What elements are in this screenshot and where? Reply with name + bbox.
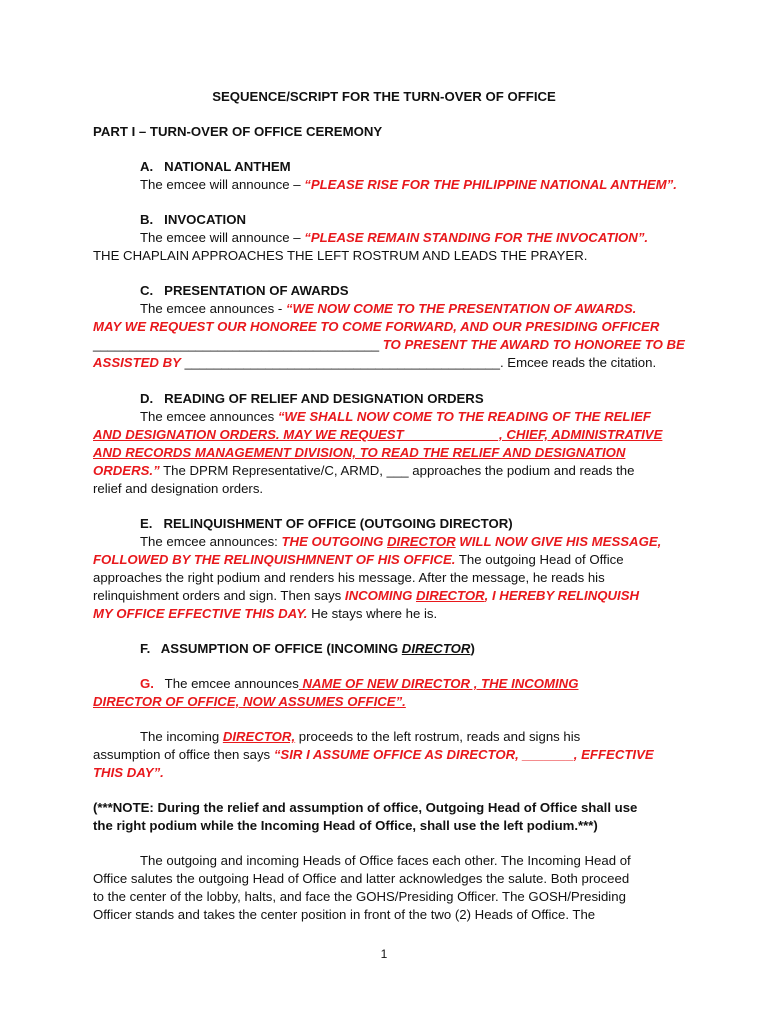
section-d-line4 [93,462,768,480]
section-e-line1 [140,533,768,551]
red-text: INCOMING [344,588,416,603]
red-text: “SIR I ASSUME OFFICE AS DIRECTOR, _______, EFFECTIVE [273,747,654,762]
underlined-text: DIRECTOR [401,641,471,656]
section-b-heading: B. INVOCATION [140,212,246,227]
red-underlined-text: DIRECTOR [416,588,485,603]
section-g-line4 [93,746,768,764]
red-text: MY OFFICE EFFECTIVE THIS DAY. [93,606,308,621]
closing-line3: to the center of the lobby, halts, and face the GOHS/Presiding Officer. The GOSH/Presiding [93,889,626,904]
text: The emcee will announce – [140,177,305,192]
text: The incoming [140,729,223,744]
section-d-line2: AND DESIGNATION ORDERS. MAY WE REQUEST_____________, CHIEF, ADMINISTRATIVE [93,427,663,442]
red-underlined-text: NAME OF NEW DIRECTOR , THE INCOMING [298,676,579,691]
section-e-line4 [93,587,768,605]
section-f-heading [140,640,768,658]
text: The outgoing Head of Office [455,552,624,567]
section-c-line3 [93,336,768,354]
red-text: ASSISTED BY [93,355,181,370]
text: . Emcee reads the citation. [499,355,657,370]
text: The emcee announces - [140,301,286,316]
red-text: FOLLOWED BY THE RELINQUISHMNENT OF HIS OFFICE. [93,552,456,567]
text: assumption of office then says [93,747,274,762]
section-d-line5: relief and designation orders. [93,481,264,496]
closing-line4: Officer stands and takes the center position in front of the two (2) Heads of Office. The [93,907,596,922]
section-g-line1 [140,675,768,693]
blank-line: ___________________________________________ [180,355,500,370]
text: The emcee announces [153,676,299,691]
text: He stays where he is. [307,606,438,621]
section-a-line1 [140,176,768,194]
section-b-line2: THE CHAPLAIN APPROACHES THE LEFT ROSTRUM AND LEADS THE PRAYER. [93,248,588,263]
part-heading: PART I – TURN-OVER OF OFFICE CEREMONY [93,124,383,139]
section-g-line3 [140,728,768,746]
section-d-line1 [140,408,768,426]
section-c-line1 [140,300,768,318]
section-d-line3: AND RECORDS MANAGEMENT DIVISION, TO READ THE RELIEF AND DESIGNATION [93,445,626,460]
red-underlined-text: DIRECTOR [387,534,456,549]
section-g-label: G. [140,676,154,691]
section-g-line2: DIRECTOR OF OFFICE, NOW ASSUMES OFFICE”. [93,694,406,709]
section-c-heading: C. PRESENTATION OF AWARDS [140,283,349,298]
closing-line1: The outgoing and incoming Heads of Office faces each other. The Incoming Head of [140,853,631,868]
page-number: 1 [380,947,388,961]
blank-line: _______________________________________ [93,337,380,352]
text: The emcee announces [140,409,278,424]
red-text: “PLEASE RISE FOR THE PHILIPPINE NATIONAL ANTHEM”. [304,177,677,192]
text: The emcee announces: [140,534,282,549]
section-c-line2: MAY WE REQUEST OUR HONOREE TO COME FORWARD, AND OUR PRESIDING OFFICER [93,319,660,334]
red-text: ORDERS.” [93,463,160,478]
closing-line2: Office salutes the outgoing Head of Office and latter acknowledges the salute. Both proceed [93,871,630,886]
red-text: TO PRESENT THE AWARD TO HONOREE TO BE [379,337,685,352]
text: proceeds to the left rostrum, reads and signs his [295,729,581,744]
note-line1: (***NOTE: During the relief and assumption of office, Outgoing Head of Office shall use [93,800,638,815]
text: F. ASSUMPTION OF OFFICE (INCOMING [140,641,402,656]
red-text: “WE SHALL NOW COME TO THE READING OF THE RELIEF [277,409,651,424]
section-a-heading: A. NATIONAL ANTHEM [140,159,291,174]
red-text: WILL NOW GIVE HIS MESSAGE, [455,534,662,549]
red-text: , I HEREBY RELINQUISH [484,588,640,603]
text: relinquishment orders and sign. Then says [93,588,345,603]
red-underlined-text: DIRECTOR, [222,729,296,744]
page-title: SEQUENCE/SCRIPT FOR THE TURN-OVER OF OFFICE [212,89,556,104]
section-d-heading: D. READING OF RELIEF AND DESIGNATION ORDERS [140,391,484,406]
section-c-line4 [93,354,768,372]
note-line2: the right podium while the Incoming Head of Office, shall use the left podium.***) [93,818,598,833]
red-text: “PLEASE REMAIN STANDING FOR THE INVOCATION”. [304,230,649,245]
red-text: THE OUTGOING [281,534,387,549]
section-e-line5 [93,605,768,623]
section-e-heading: E. RELINQUISHMENT OF OFFICE (OUTGOING DIRECTOR) [140,516,513,531]
section-e-line2 [93,551,768,569]
section-e-line3: approaches the right podium and renders his message. After the message, he reads his [93,570,605,585]
text: The DPRM Representative/C, ARMD, ___ approaches the podium and reads the [159,463,635,478]
red-text: “WE NOW COME TO THE PRESENTATION OF AWARDS. [285,301,637,316]
text: The emcee will announce – [140,230,305,245]
section-g-line5: THIS DAY”. [93,765,164,780]
text: ) [470,641,475,656]
section-b-line1 [140,229,768,247]
